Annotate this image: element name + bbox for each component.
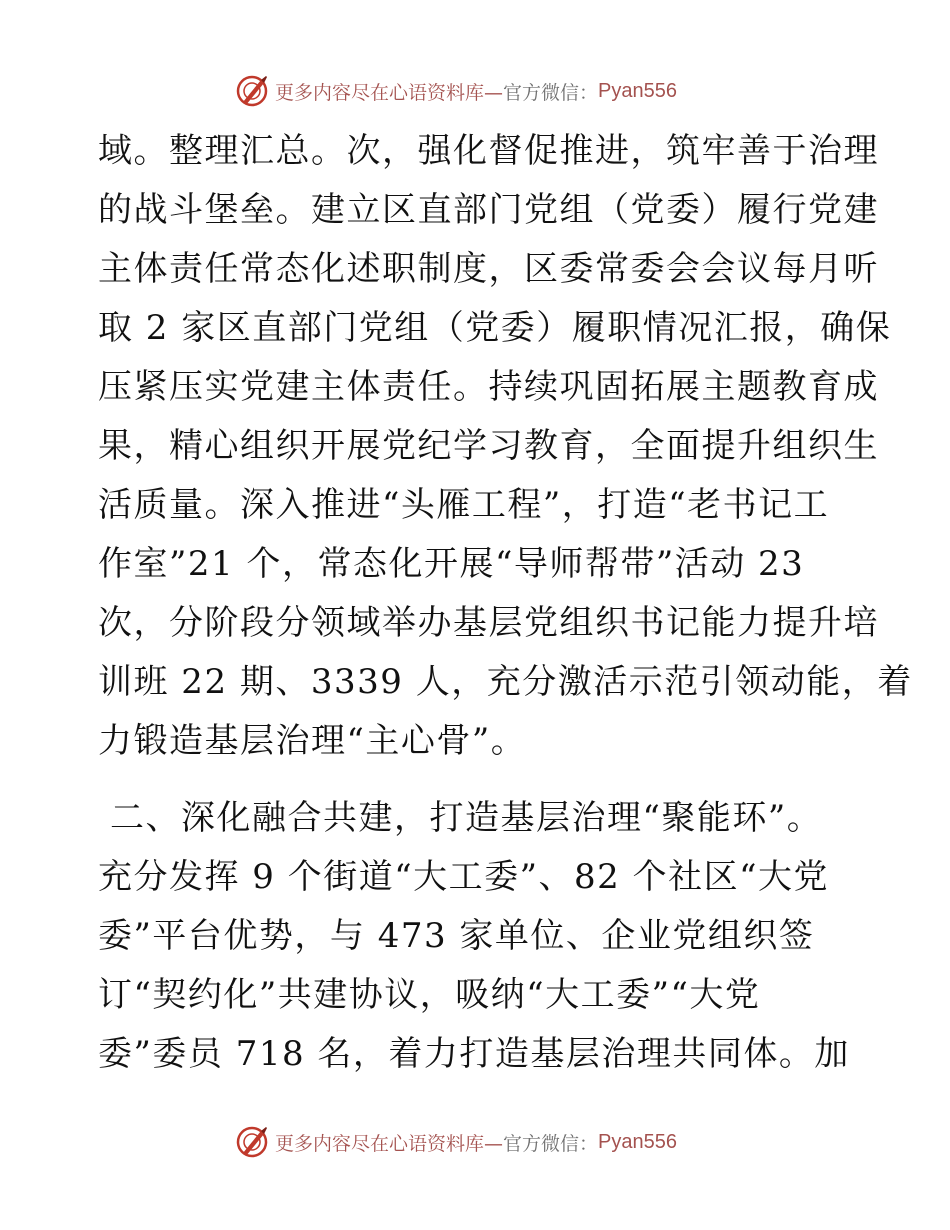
pen-logo-icon (235, 1125, 269, 1159)
paragraph-1 (98, 122, 913, 771)
text-line: 的战斗堡垒。建立区直部门党组（党委）履行党建 (98, 190, 879, 230)
paragraph-2 (98, 789, 858, 1084)
watermark-wechat-label: 官方微信： (503, 81, 599, 104)
text-line: 域。整理汇总。次，强化督促推进，筑牢善于治理 (98, 131, 879, 171)
watermark-main-text: 更多内容尽在心语资料库— (275, 81, 504, 104)
text-line: 次，分阶段分领域举办基层党组织书记能力提升培 (98, 603, 879, 643)
watermark-wechat-label: 官方微信： (503, 1132, 599, 1155)
text-line: 活质量。深入推进“头雁工程”，打造“老书记工 (98, 485, 830, 525)
text-line: 充分发挥 9 个街道“大工委”、82 个社区“大党 (98, 857, 829, 897)
text-line: 压紧压实党建主体责任。持续巩固拓展主题教育成 (98, 367, 879, 407)
footer-watermark (235, 1124, 677, 1160)
text-line: 委”委员 718 名，着力打造基层治理共同体。加 (98, 1034, 850, 1074)
text-line: 订“契约化”共建协议，吸纳“大工委”“大党 (98, 975, 761, 1015)
text-line: 力锻造基层治理“主心骨”。 (98, 721, 527, 761)
watermark-wechat-id: Pyan556 (598, 79, 677, 102)
watermark-wechat-id: Pyan556 (598, 1130, 677, 1153)
text-line: 取 2 家区直部门党组（党委）履职情况汇报，确保 (98, 308, 892, 348)
text-line: 果，精心组织开展党纪学习教育，全面提升组织生 (98, 426, 879, 466)
pen-logo-icon (235, 74, 269, 108)
paragraph-gap (98, 771, 858, 789)
document-body (98, 122, 913, 1084)
header-watermark (235, 73, 677, 109)
text-line: 作室”21 个，常态化开展“导师帮带”活动 23 (98, 544, 805, 584)
text-line: 委”平台优势，与 473 家单位、企业党组织签 (98, 916, 815, 956)
text-line: 主体责任常态化述职制度，区委常委会会议每月听 (98, 249, 879, 289)
text-line: 训班 22 期、3339 人，充分激活示范引领动能，着 (98, 662, 913, 702)
section-heading: 二、深化融合共建，打造基层治理“聚能环”。 (110, 798, 823, 838)
watermark-main-text: 更多内容尽在心语资料库— (275, 1132, 504, 1155)
